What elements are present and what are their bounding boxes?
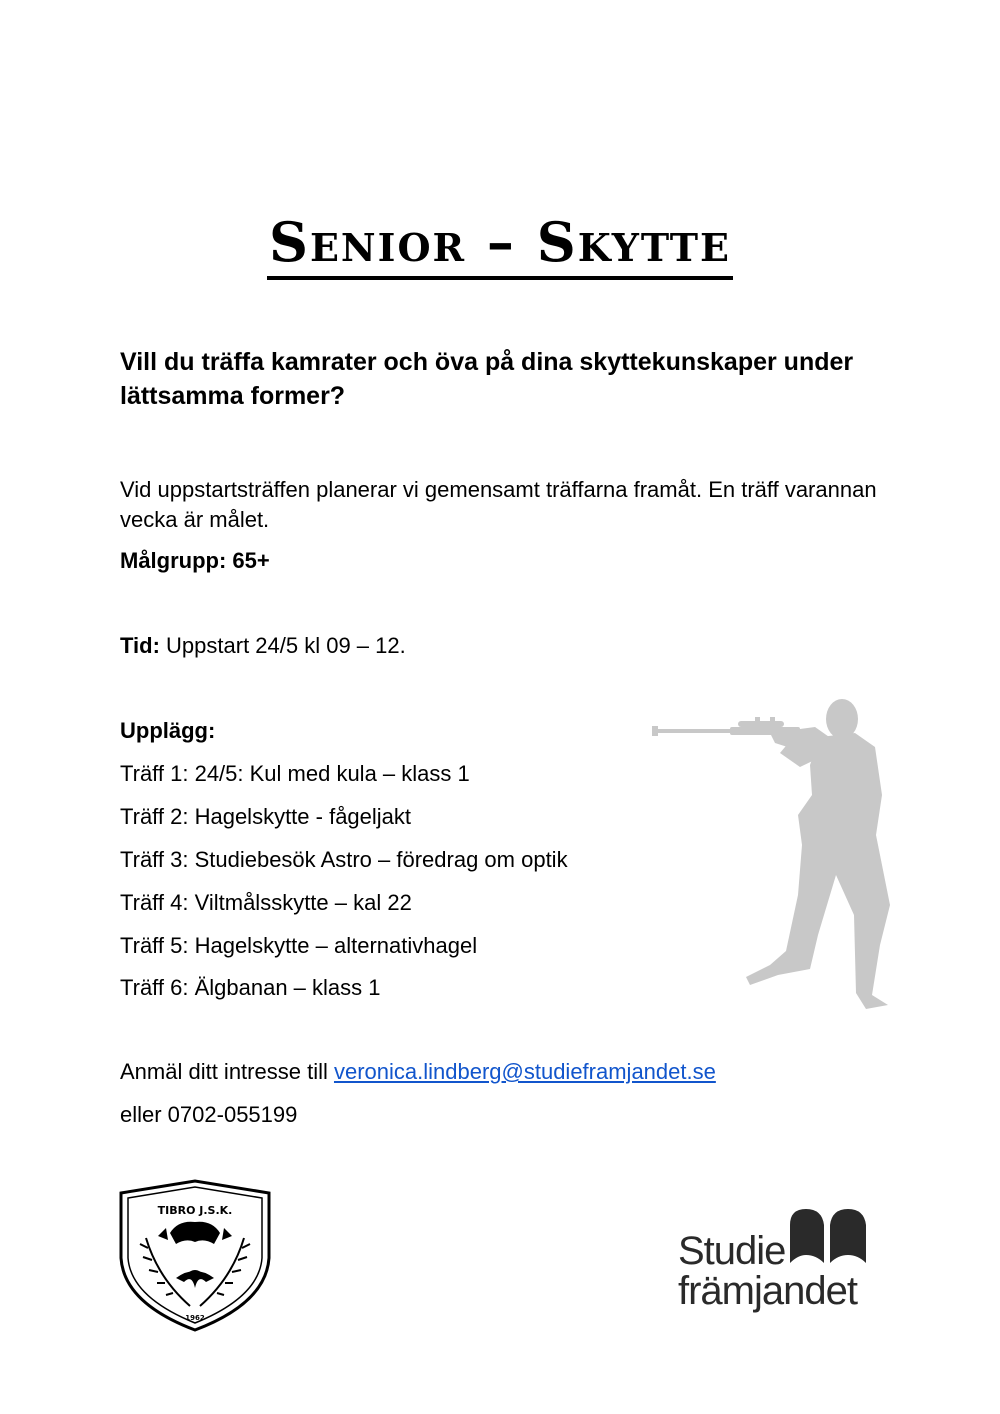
sf-line1: Studie <box>678 1229 786 1273</box>
contact-line <box>120 1057 716 1087</box>
email-link[interactable]: veronica.lindberg@studieframjandet.se <box>333 1059 716 1084</box>
club-name: TIBRO J.S.K. <box>157 1204 233 1217</box>
sf-line2: främjandet <box>678 1269 857 1313</box>
club-year: 1962 <box>185 1314 205 1322</box>
contact-prefix: Anmäl ditt intresse till <box>120 1059 334 1084</box>
time-line <box>120 631 406 661</box>
schedule-item: Träff 1: 24/5: Kul med kula – klass 1 <box>120 761 470 786</box>
schedule-item: Träff 5: Hagelskytte – alternativhagel <box>120 933 478 958</box>
lead-question: Vill du träffa kamrater och öva på dina skyttekunskaper under lättsamma former? <box>120 348 854 410</box>
target-group: Målgrupp: 65+ <box>120 548 270 573</box>
schedule-item: Träff 3: Studiebesök Astro – föredrag om optik <box>120 847 568 872</box>
book-icon <box>788 1205 868 1263</box>
poster-title-wrap <box>0 210 1000 274</box>
schedule-item: Träff 2: Hagelskytte - fågeljakt <box>120 804 412 829</box>
time-label: Tid: <box>120 633 160 658</box>
shooter-silhouette-icon <box>650 695 900 1015</box>
time-value: Uppstart 24/5 kl 09 – 12. <box>159 633 406 658</box>
club-shield-logo <box>118 1178 272 1333</box>
poster-title: Senior – Skytte <box>267 210 733 280</box>
schedule-item: Träff 6: Älgbanan – klass 1 <box>120 975 381 1000</box>
phone-line: eller 0702-055199 <box>120 1102 298 1127</box>
intro-text: Vid uppstartsträffen planerar vi gemensamt träffarna framåt. En träff varannan vecka är målet. <box>120 477 877 532</box>
schedule-heading: Upplägg: <box>120 718 216 743</box>
schedule-item: Träff 4: Viltmålsskytte – kal 22 <box>120 890 412 915</box>
